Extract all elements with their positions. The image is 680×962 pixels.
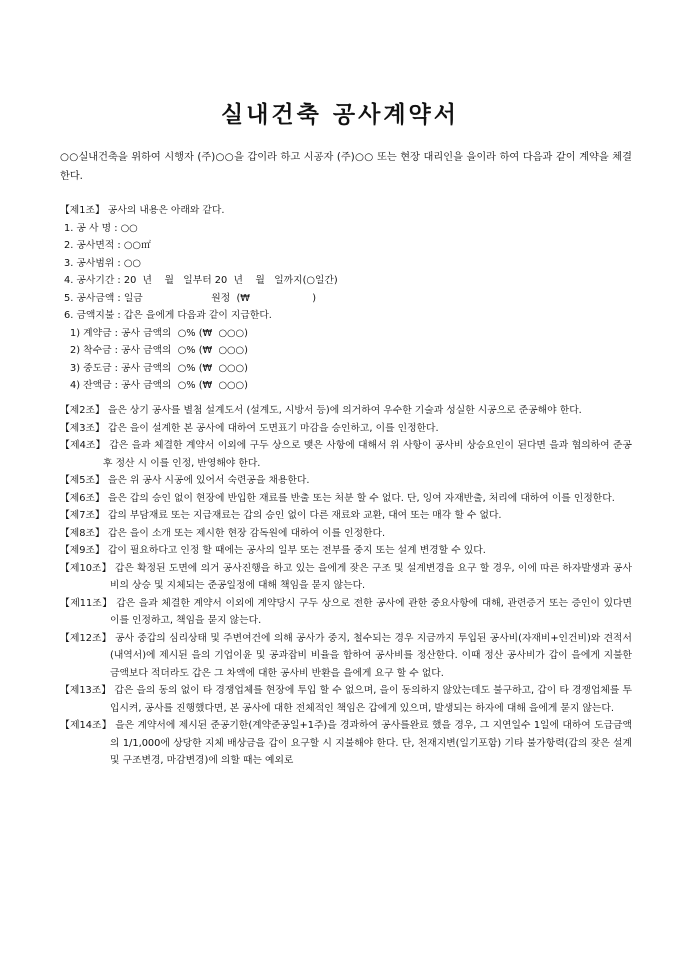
article-head: 【제4조】 [60, 440, 106, 451]
article-text: 갑은 을이 설계한 본 공사에 대하여 도면표기 마감을 승인하고, 이를 인정한다. [107, 422, 439, 434]
article-text: 갑은 을의 동의 없이 타 경쟁업체를 현장에 투입 할 수 없으며, 을이 동의하지 않았는데도 불구하고, 갑이 타 경쟁업체를 투입시켜, 공사를 진행했다면, 본 공사에 대한 전체적인 책임은 갑에게 있으며, 발생되는 하자에 대해 을에게 묻지 않는다. [110, 685, 632, 714]
article-1-heading [60, 202, 632, 220]
article-text: 공사 중갑의 심리상태 및 주변여건에 의해 공사가 중지, 철수되는 경우 지금까지 투입된 공사비(자재비+인건비)와 견적서(내역서)에 제시된 을의 기업이윤 및 공과잡비 비율을 합하여 공사비를 정산한다. 이때 정산 공사비가 갑이 을에게 지불한 금액보다 적더라도 갑은 그 차액에 대한 공사비 반환을 을에게 요구 할 수 없다. [110, 632, 632, 679]
payment-item: 1) 계약금 : 공사 금액의 ○% (₩ ○○○) [70, 327, 248, 339]
article-1-item: 5. 공사금액 : 일금 원정 (₩ ) [64, 292, 317, 304]
article-6 [60, 490, 632, 508]
article-1-item: 6. 금액지불 : 갑은 을에게 다음과 같이 지급한다. [64, 310, 272, 321]
payment-item: 4) 잔액금 : 공사 금액의 ○% (₩ ○○○) [70, 380, 248, 391]
article-4 [60, 437, 632, 472]
article-head: 【제9조】 [60, 545, 105, 556]
article-head: 【제5조】 [60, 475, 105, 486]
article-1-item: 4. 공사기간 : 20 년 월 일부터 20 년 월 일까지(○일간) [64, 275, 338, 286]
article-14 [60, 717, 632, 770]
article-text: 갑은 을과 체결한 계약서 이외에 계약당시 구두 상으로 전한 공사에 관한 중요사항에 대해, 관련증거 또는 증인이 있다면 이를 인정하고, 책임을 묻지 않는다. [110, 597, 632, 626]
article-1 [60, 202, 632, 395]
article-1-item: 3. 공사범위 : ○○ [64, 257, 141, 269]
article-1-text: 공사의 내용은 아래와 같다. [107, 205, 225, 216]
article-1-head: 【제1조】 [60, 205, 105, 216]
article-8 [60, 525, 632, 543]
article-head: 【제7조】 [60, 510, 105, 521]
article-text: 갑은 확정된 도면에 의거 공사진행을 하고 있는 을에게 잦은 구조 및 설계변경을 요구 할 경우, 이에 따른 하자발생과 공사비의 상승 및 지체되는 준공일정에 대해 책임을 묻지 않는다. [110, 562, 632, 591]
article-head: 【제8조】 [60, 527, 105, 539]
intro-text: ○○실내건축을 위하여 시행자 (주)○○을 갑이라 하고 시공자 (주)○○ 또는 현장 대리인을 을이라 하여 다음과 같이 계약을 체결한다. [60, 152, 632, 182]
article-1-item: 2. 공사면적 : ○○㎡ [64, 240, 151, 251]
article-2 [60, 402, 632, 420]
article-9 [60, 542, 632, 560]
document-title: 실내건축 공사계약서 [221, 102, 459, 128]
intro-paragraph [60, 148, 632, 186]
article-head: 【제3조】 [60, 422, 105, 434]
article-text: 을은 위 공사 시공에 있어서 숙련공을 채용한다. [107, 475, 310, 486]
article-head: 【제10조】 [60, 562, 112, 574]
article-head: 【제6조】 [60, 492, 105, 504]
payment-item: 2) 착수금 : 공사 금액의 ○% (₩ ○○○) [70, 345, 248, 356]
article-text: 을은 상기 공사를 별첨 설계도서 (설계도, 시방서 등)에 의거하여 우수한 기술과 성실한 시공으로 준공해야 한다. [107, 405, 582, 416]
article-head: 【제2조】 [60, 405, 105, 416]
article-text: 갑의 부담재료 또는 지급재료는 갑의 승인 없이 다른 재료와 교환, 대여 또는 매각 할 수 없다. [107, 510, 502, 521]
article-head: 【제13조】 [60, 685, 112, 696]
article-5 [60, 472, 632, 490]
article-text: 을은 갑의 승인 없이 현장에 반입한 재료를 반출 또는 처분 할 수 없다. 단, 잉여 자재반출, 처리에 대하여 이를 인정한다. [107, 492, 615, 504]
article-12 [60, 630, 632, 683]
article-3 [60, 420, 632, 438]
article-10 [60, 560, 632, 595]
article-7 [60, 507, 632, 525]
article-head: 【제14조】 [60, 720, 112, 731]
article-text: 갑은 을이 소개 또는 제시한 현장 감독원에 대하여 이를 인정한다. [107, 527, 386, 539]
article-11 [60, 595, 632, 630]
article-text: 갑은 을과 체결한 계약서 이외에 구두 상으로 맺은 사항에 대해서 위 사항이 공사비 상승요인이 된다면 을과 협의하여 준공 후 정산 시 이를 인정, 반영해야 한다. [103, 440, 632, 469]
article-head: 【제12조】 [60, 632, 112, 644]
payment-item: 3) 중도금 : 공사 금액의 ○% (₩ ○○○) [70, 362, 248, 374]
article-text: 을은 계약서에 제시된 준공기한(계약준공일+1주)을 경과하여 공사를완료 했을 경우, 그 지연일수 1일에 대하여 도급금액의 1/1,000에 상당한 지체 배상금을 갑이 요구할 시 지불해야 한다. 단, 천재지변(일기포함) 기타 불가항력(갑의 잦은 설계 및 구조변경, 마감변경)에 의할 때는 예외로 [110, 720, 632, 766]
article-13 [60, 682, 632, 717]
article-text: 갑이 필요하다고 인정 할 때에는 공사의 일부 또는 전부를 중지 또는 설계 변경할 수 있다. [107, 545, 486, 556]
article-head: 【제11조】 [60, 597, 113, 609]
article-1-item: 1. 공 사 명 : ○○ [64, 222, 138, 234]
articles-list [60, 402, 632, 770]
